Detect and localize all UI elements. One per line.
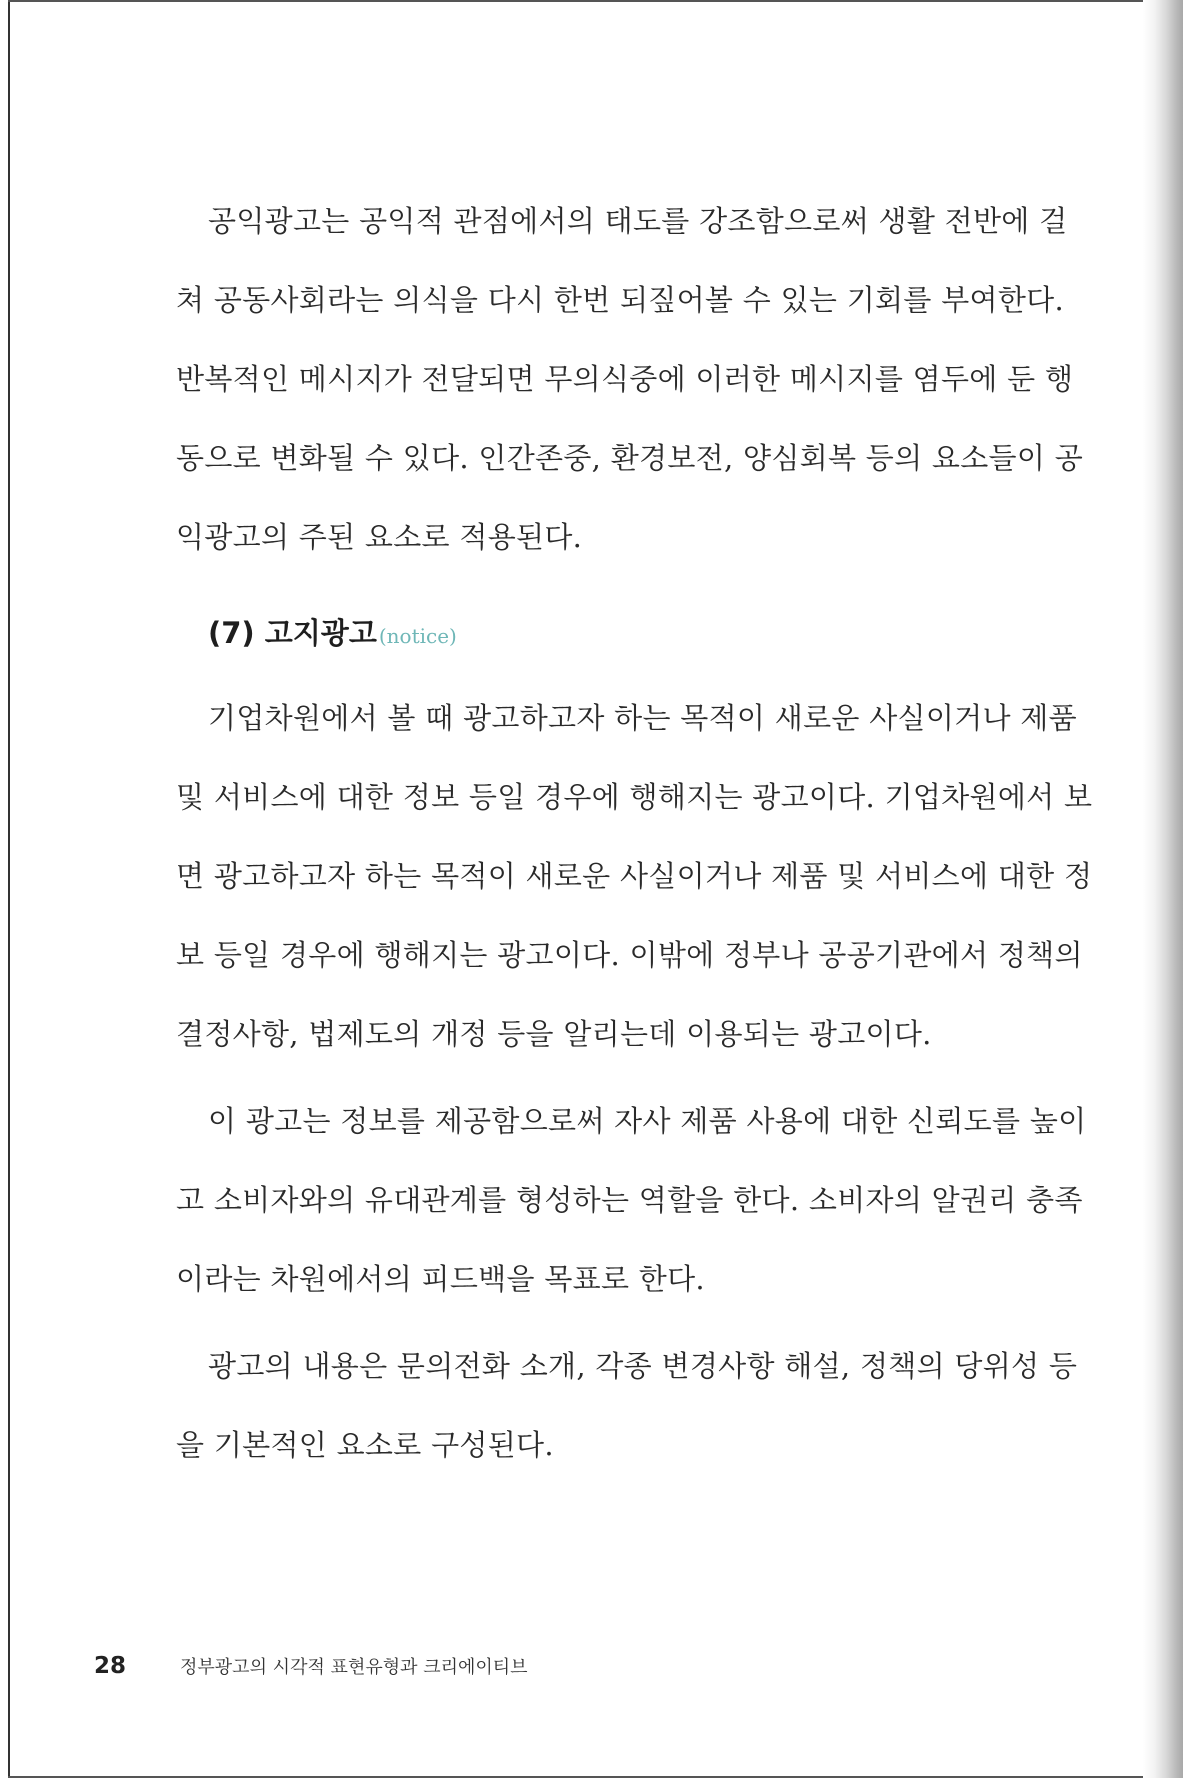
text-line: 공익광고는 공익적 관점에서의 태도를 강조함으로써 생활 전반에 걸 [208,204,1068,238]
page-number: 28 [94,1653,127,1679]
section-heading [176,587,984,679]
text-line: 익광고의 주된 요소로 적용된다. [176,520,583,554]
text-line: 이 광고는 정보를 제공함으로써 자사 제품 사용에 대한 신뢰도를 높이 [208,1104,1087,1138]
page-left-border [8,0,10,1778]
section-heading-title: (7) 고지광고 [208,616,377,650]
text-line: 광고의 내용은 문의전화 소개, 각종 변경사항 해설, 정책의 당위성 등 [208,1349,1078,1383]
paragraph-notice-content [176,1327,1078,1485]
page-top-border [8,0,1158,2]
text-line: 반복적인 메시지가 전달되면 무의식중에 이러한 메시지를 염두에 둔 행 [176,362,1074,396]
text-line: 및 서비스에 대한 정보 등일 경우에 행해지는 광고이다. 기업차원에서 보 [176,780,1093,814]
text-line: 결정사항, 법제도의 개정 등을 알리는데 이용되는 광고이다. [176,1017,932,1051]
body-text [176,182,1093,1485]
text-line: 고 소비자와의 유대관계를 형성하는 역할을 한다. 소비자의 알권리 충족 [176,1183,1083,1217]
text-line: 면 광고하고자 하는 목적이 새로운 사실이거나 제품 및 서비스에 대한 정 [176,859,1093,893]
book-spine-shadow [1143,0,1183,1778]
text-line: 이라는 차원에서의 피드백을 목표로 한다. [176,1262,705,1296]
paragraph-public-service [176,182,1084,577]
page-footer [94,1650,528,1682]
section-heading-english: (notice) [378,624,457,648]
paragraph-gap [176,1319,984,1327]
text-line: 동으로 변화될 수 있다. 인간존중, 환경보전, 양심회복 등의 요소들이 공 [176,441,1084,475]
paragraph-notice-definition [176,679,1093,1074]
text-line: 을 기본적인 요소로 구성된다. [176,1428,554,1462]
text-line: 보 등일 경우에 행해지는 광고이다. 이밖에 정부나 공공기관에서 정책의 [176,938,1083,972]
paragraph-gap [176,1074,984,1082]
running-title: 정부광고의 시각적 표현유형과 크리에이티브 [180,1657,528,1678]
text-line: 기업차원에서 볼 때 광고하고자 하는 목적이 새로운 사실이거나 제품 [208,701,1077,735]
paragraph-notice-role [176,1082,1087,1319]
text-line: 쳐 공동사회라는 의식을 다시 한번 되짚어볼 수 있는 기회를 부여한다. [176,283,1064,317]
